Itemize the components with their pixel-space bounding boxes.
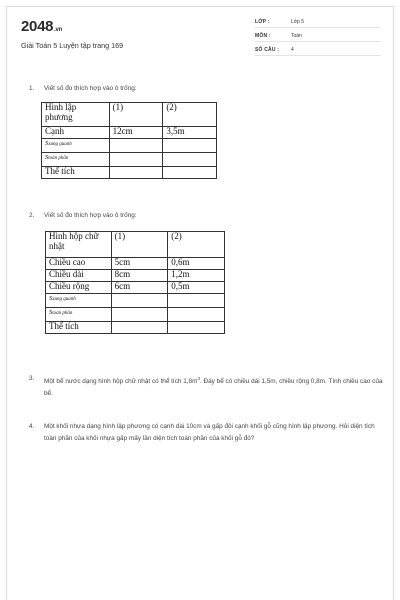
table-cell: Chiều rộng (46, 282, 112, 294)
table-cell (109, 139, 163, 153)
document-title: Giải Toán 5 Luyện tập trang 169 (21, 41, 124, 50)
table-row (46, 232, 225, 258)
table-row (42, 167, 217, 179)
table-cell: Sxung quanh (42, 139, 110, 153)
table-cell: 0,6m (168, 258, 225, 270)
table-cell: Stoàn phần (46, 308, 112, 322)
table-row (46, 270, 225, 282)
table-header: Hình lập phương (42, 103, 110, 127)
table-cell: Stoàn phần (42, 153, 110, 167)
table-row (42, 153, 217, 167)
box-table (45, 231, 225, 334)
table-cell (168, 294, 225, 308)
table-cell (163, 153, 217, 167)
table-cell (168, 322, 225, 334)
table-row (46, 282, 225, 294)
table-cell: 6cm (111, 282, 168, 294)
meta-subject: MÔN : Toán (255, 31, 381, 42)
table-row (42, 139, 217, 153)
table-row (46, 308, 225, 322)
table-cell (109, 153, 163, 167)
table-cell (111, 308, 168, 322)
table-cell: 5cm (111, 258, 168, 270)
table-cell: Sxung quanh (46, 294, 112, 308)
table-header: (2) (163, 103, 217, 127)
table-row (42, 103, 217, 127)
table-cell (111, 322, 168, 334)
table-cell: Cạnh (42, 127, 110, 139)
table-cell (111, 294, 168, 308)
table-cell: 3,5m (163, 127, 217, 139)
table-header: (1) (111, 232, 168, 258)
table-cell (163, 139, 217, 153)
table-cell (168, 308, 225, 322)
table-row (46, 322, 225, 334)
table-header: (1) (109, 103, 163, 127)
cube-table (41, 102, 217, 179)
table-cell: Chiều cao (46, 258, 112, 270)
table-row (42, 127, 217, 139)
table-row (46, 258, 225, 270)
table-cell (163, 167, 217, 179)
meta-question-count: SỐ CÂU : 4 (255, 45, 381, 56)
table-cell: 8cm (111, 270, 168, 282)
meta-class: LỚP : Lớp 5 (255, 17, 381, 28)
table-cell: Thể tích (46, 322, 112, 334)
table-cell: Thể tích (42, 167, 110, 179)
table-row (46, 294, 225, 308)
site-logo[interactable]: 2048.vn (21, 18, 62, 35)
document-page: 2048.vn Giải Toán 5 Luyện tập trang 169 LỚP : Lớp 5 MÔN : Toán SỐ CÂU : 4 1. Viết số đo thích hợp vào ô trống: Hình lập phương (1) (2) Cạnh 12cm 3,5m Sxung quanh Stoàn phần Thể tích 2. Viết số đo thích hợp vào ô trống: Hình hộp chữ nhật (1) (2) Chiều cao 5cm 0,6m Chiều dài 8cm 1,2m Chiều rộng 6cm 0,5m Sxung quanh Stoàn phần Thể tích 3. Một bể nước dạng hình hộp chữ nhật có thể tích $1,8m^3$. Đáy bể có chiều dài 1,5m, chiều rộng 0,8m. Tính chiều cao của bể. 4. Một khối nhựa dạng hình lập phương có cạnh dài 10cm và gấp đôi cạnh khối gỗ cũng hình lập phương. Hỏi diện tích toàn phần của khối nhựa gấp mấy lần diện tích toàn phần của khối gỗ đó? (6, 6, 394, 600)
table-cell: 1,2m (168, 270, 225, 282)
table-header: Hình hộp chữ nhật (46, 232, 112, 258)
table-cell (109, 167, 163, 179)
table-header: (2) (168, 232, 225, 258)
table-cell: 0,5m (168, 282, 225, 294)
table-cell: Chiều dài (46, 270, 112, 282)
table-cell: 12cm (109, 127, 163, 139)
